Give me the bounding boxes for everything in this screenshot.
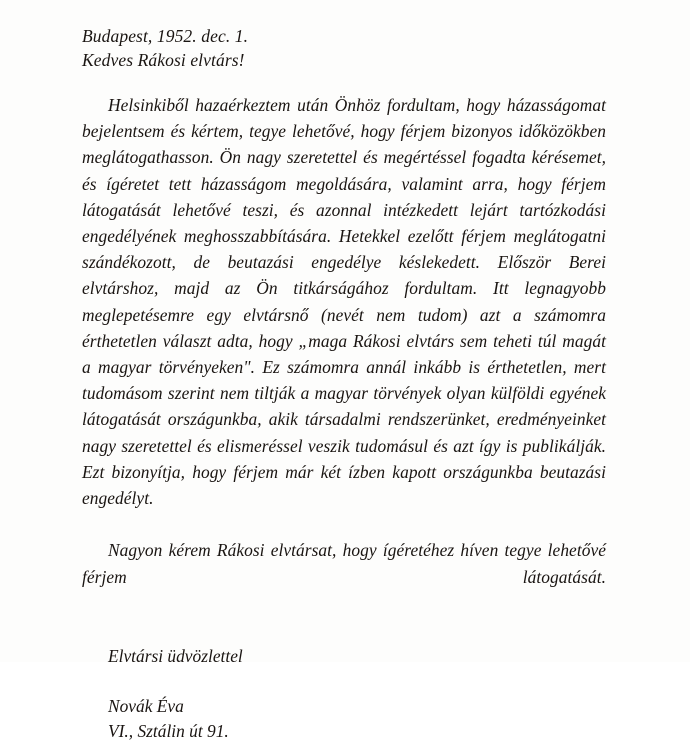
letter-heading [82, 24, 606, 72]
paragraph-2: Nagyon kérem Rákosi elvtársat, hogy ígéretéhez híven tegye lehetővé férjem látogatását. [82, 540, 606, 587]
signature-block [82, 644, 606, 744]
letter-body [82, 24, 606, 744]
place-and-date: Budapest, 1952. dec. 1. [82, 26, 249, 46]
salutation: Kedves Rákosi elvtárs! [82, 50, 245, 70]
letter-text [82, 92, 606, 616]
signature-address: VI., Sztálin út 91. [108, 721, 229, 742]
paragraph-1: Helsinkiből hazaérkeztem után Önhöz fordultam, hogy házasságomat bejelentsem és kértem, tegye lehetővé, hogy férjem bizonyos időközökben meglátogathasson. Ön nagy szeretettel és megértéssel fogadta kérésemet, és ígéretet tett házasságom megoldására, valamint arra, hogy férjem látogatását lehetővé teszi, és azonnal intézkedett lejárt tartózkodási engedélyének meghosszabbítására. Hetekkel ezelőtt férjem meglátogatni szándékozott, de beutazási engedélye késlekedett. Először Berei elvtárshoz, majd az Ön titkárságához fordultam. Itt legnagyobb meglepetésemre egy elvtársnő (nevét nem tudom) azt a számomra érthetetlen választ adta, hogy „maga Rákosi elvtárs sem teheti túl magát a magyar törvényeken". Ez számomra annál inkább is érthetetlen, mert tudomásom szerint nem tiltják a magyar törvények olyan külföldi egyének látogatását országunkba, akik társadalmi rendszerünket, eredményeinket nagy szeretettel és elismeréssel veszik tudomásul és azt így is publikálják. Ezt bizonyítja, hogy férjem már két ízben kapott országunkba beutazási engedélyt. [82, 95, 606, 509]
signature-name: Novák Éva [108, 696, 184, 717]
signature-closing: Elvtársi üdvözlettel [108, 646, 243, 667]
